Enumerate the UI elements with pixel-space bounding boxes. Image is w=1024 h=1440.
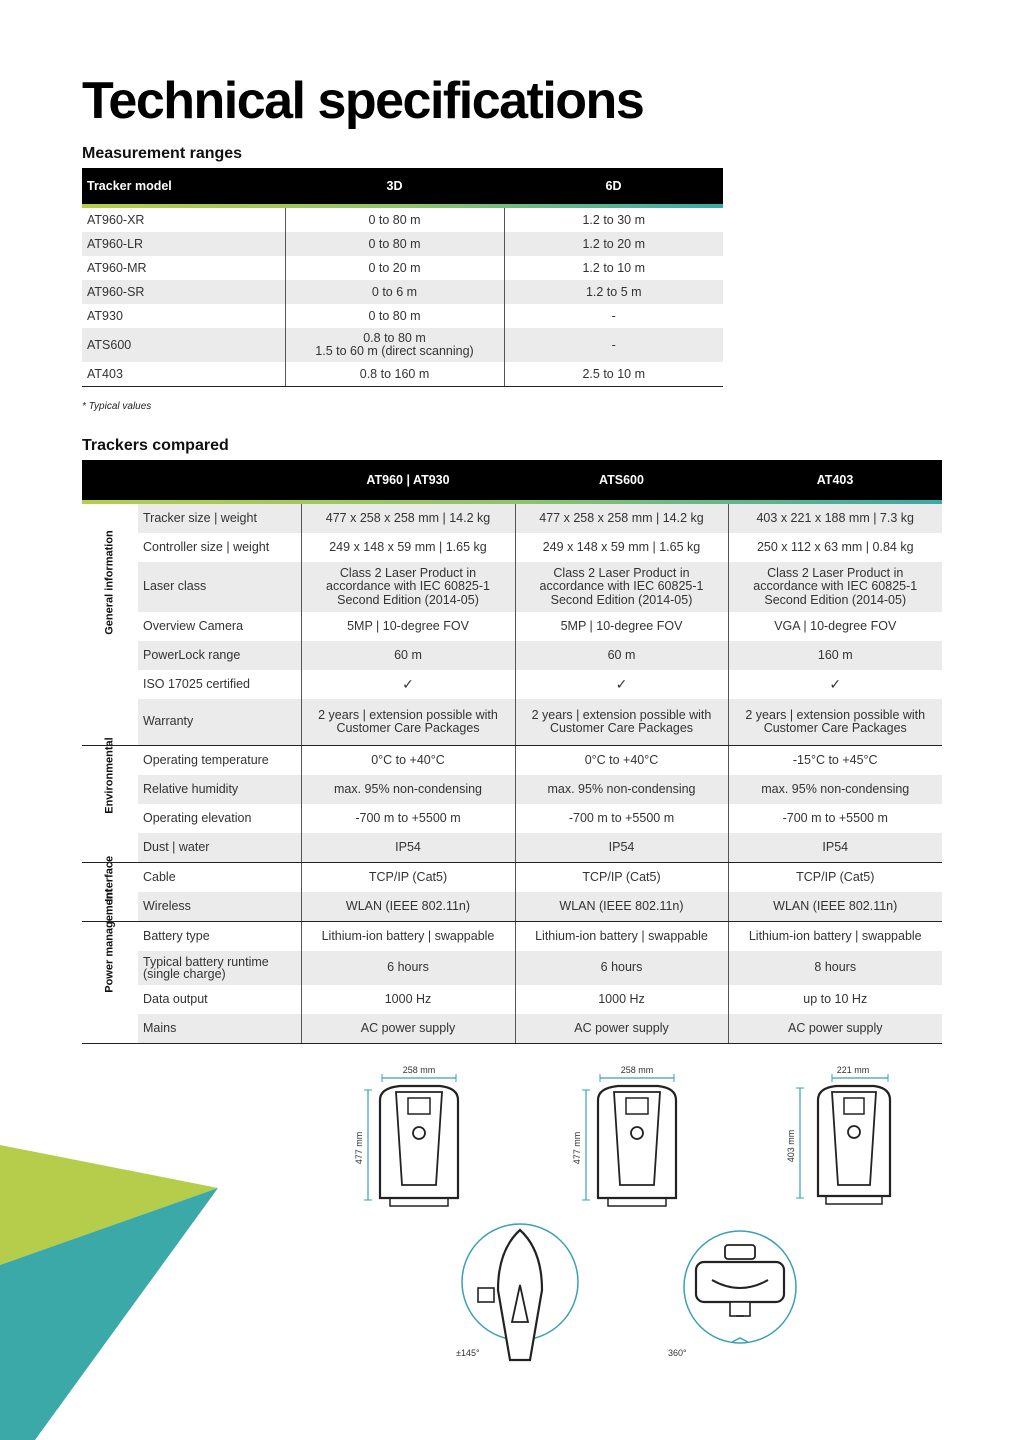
rotation-diagram — [668, 1231, 796, 1358]
row-label: Dust | water — [138, 833, 301, 863]
range-6d-cell: - — [504, 304, 723, 328]
header-6d: 6D — [504, 168, 723, 204]
row-label: Mains — [138, 1014, 301, 1044]
model-cell: ATS600 — [82, 328, 285, 362]
header-3d: 3D — [285, 168, 504, 204]
value-cell: Lithium-ion battery | swappable — [515, 922, 728, 952]
group-environmental: Environmental — [82, 746, 138, 863]
value-cell: 5MP | 10-degree FOV — [301, 612, 515, 641]
row-label: Data output — [143, 991, 208, 1006]
header-blank — [138, 460, 301, 500]
header-at960-at930: AT960 | AT930 — [301, 460, 515, 500]
row-label: Operating elevation — [143, 810, 252, 825]
row-label: Tracker size | weight — [138, 504, 301, 533]
model-cell: AT960-XR — [87, 213, 145, 227]
trackers-compared-title: Trackers compared — [82, 437, 229, 454]
measurement-ranges-table — [82, 168, 723, 387]
dim-width-label: 221 mm — [836, 1065, 870, 1075]
value-cell: max. 95% non-condensing — [515, 775, 728, 804]
value-cell: 0°C to +40°C — [301, 746, 515, 776]
range-3d-cell — [285, 328, 504, 362]
value-cell: 2 years | extension possible with Customer Care Packages — [301, 699, 515, 746]
dim-height-label: 477 mm — [354, 1131, 364, 1165]
measurement-ranges-title: Measurement ranges — [82, 145, 243, 162]
value-cell: WLAN (IEEE 802.11n) — [728, 892, 942, 922]
value-cell: 2 years | extension possible with Customer Care Packages — [728, 699, 942, 746]
tilt-diagram — [456, 1224, 578, 1360]
tilt-angle-label: ±145° — [456, 1348, 480, 1358]
value-cell: 8 hours — [728, 951, 942, 985]
row-label: Cable — [143, 869, 176, 884]
value-cell: -700 m to +5500 m — [301, 804, 515, 833]
value-cell: 6 hours — [515, 951, 728, 985]
table-row — [82, 922, 942, 952]
table-row — [82, 232, 723, 256]
value-cell: 477 x 258 x 258 mm | 14.2 kg — [301, 504, 515, 533]
value-cell: -15°C to +45°C — [728, 746, 942, 776]
value-cell: TCP/IP (Cat5) — [301, 863, 515, 893]
row-label: Wireless — [138, 892, 301, 922]
value-cell: 160 m — [728, 641, 942, 670]
value-cell: WLAN (IEEE 802.11n) — [301, 892, 515, 922]
row-label: Typical battery runtime (single charge) — [138, 951, 301, 985]
row-label: Overview Camera — [143, 618, 244, 633]
table-row — [82, 280, 723, 304]
header-blank — [82, 460, 138, 500]
value-cell: TCP/IP (Cat5) — [728, 863, 942, 893]
dim-width-label: 258 mm — [620, 1065, 654, 1075]
tracker-drawing-at960 — [354, 1065, 458, 1206]
value-cell: max. 95% non-condensing — [728, 775, 942, 804]
value-cell: IP54 — [515, 833, 728, 863]
table-row — [82, 746, 942, 776]
value-cell: max. 95% non-condensing — [301, 775, 515, 804]
group-interface: Interface — [82, 863, 138, 922]
value-cell: -700 m to +5500 m — [728, 804, 942, 833]
table-row — [82, 362, 723, 387]
range-3d-cell: 0 to 80 m — [285, 208, 504, 232]
row-label: ISO 17025 certified — [143, 676, 251, 691]
value-cell: 60 m — [515, 641, 728, 670]
table-row — [82, 533, 942, 562]
check-icon: ✓ — [515, 670, 728, 699]
table-row — [82, 562, 942, 612]
trackers-compared-table — [82, 460, 942, 1044]
table-row — [82, 833, 942, 863]
row-label: Battery type — [143, 928, 210, 943]
value-cell: AC power supply — [301, 1014, 515, 1044]
table-row — [82, 612, 942, 641]
table-row — [82, 328, 723, 362]
table-row — [82, 951, 942, 985]
rotation-angle-label: 360° — [668, 1348, 687, 1358]
value-cell: Class 2 Laser Product in accordance with IEC 60825-1 Second Edition (2014-05) — [301, 562, 515, 612]
value-cell: up to 10 Hz — [728, 985, 942, 1014]
value-cell: 60 m — [301, 641, 515, 670]
value-cell: 2 years | extension possible with Customer Care Packages — [515, 699, 728, 746]
value-cell: IP54 — [301, 833, 515, 863]
row-label: Relative humidity — [138, 775, 301, 804]
decorative-triangles — [0, 1140, 230, 1440]
model-cell: AT960-SR — [82, 280, 285, 304]
table-row — [82, 641, 942, 670]
table-row — [82, 208, 723, 232]
range-3d-cell: 0 to 20 m — [285, 256, 504, 280]
value-cell: 249 x 148 x 59 mm | 1.65 kg — [301, 533, 515, 562]
row-label: Operating temperature — [143, 752, 269, 767]
row-label: Warranty — [138, 699, 301, 746]
value-cell: 403 x 221 x 188 mm | 7.3 kg — [728, 504, 942, 533]
value-cell: 5MP | 10-degree FOV — [515, 612, 728, 641]
range-6d-cell: 2.5 to 10 m — [504, 362, 723, 387]
value-cell: IP54 — [728, 833, 942, 863]
value-cell: 6 hours — [301, 951, 515, 985]
row-label: Laser class — [138, 562, 301, 612]
table-row — [82, 863, 942, 893]
model-cell: AT960-LR — [82, 232, 285, 256]
tracker-drawing-at403 — [786, 1065, 890, 1204]
value-cell: 0°C to +40°C — [515, 746, 728, 776]
table-row — [82, 670, 942, 699]
value-cell: TCP/IP (Cat5) — [515, 863, 728, 893]
dim-width-label: 258 mm — [402, 1065, 436, 1075]
page-title: Technical specifications — [82, 72, 644, 130]
model-cell: AT930 — [87, 309, 123, 323]
value-cell: Lithium-ion battery | swappable — [301, 922, 515, 952]
range-3d-cell: 0 to 80 m — [285, 232, 504, 256]
tracker-drawings — [340, 1060, 960, 1370]
table-row — [82, 892, 942, 922]
range-6d-cell: 1.2 to 5 m — [504, 280, 723, 304]
header-tracker-model: Tracker model — [82, 168, 285, 204]
value-cell: 477 x 258 x 258 mm | 14.2 kg — [515, 504, 728, 533]
dim-height-label: 403 mm — [786, 1129, 796, 1163]
value-cell: AC power supply — [728, 1014, 942, 1044]
value-cell: 1000 Hz — [515, 985, 728, 1014]
table-row — [82, 304, 723, 328]
group-general-information: General information — [82, 504, 138, 746]
dim-height-label: 477 mm — [572, 1131, 582, 1165]
value-cell: 250 x 112 x 63 mm | 0.84 kg — [728, 533, 942, 562]
check-icon: ✓ — [728, 670, 942, 699]
group-power-management: Power management — [82, 922, 138, 1044]
table-row — [82, 985, 942, 1014]
tracker-drawing-ats600 — [572, 1065, 676, 1206]
model-cell: AT960-MR — [87, 261, 147, 275]
row-label: PowerLock range — [138, 641, 301, 670]
value-cell: Class 2 Laser Product in accordance with IEC 60825-1 Second Edition (2014-05) — [515, 562, 728, 612]
range-6d-cell: 1.2 to 30 m — [504, 208, 723, 232]
range-3d-cell: 0 to 6 m — [285, 280, 504, 304]
value-cell: AC power supply — [515, 1014, 728, 1044]
value-cell: WLAN (IEEE 802.11n) — [515, 892, 728, 922]
range-3d-line1: 0.8 to 80 m — [363, 331, 426, 345]
range-6d-cell: 1.2 to 20 m — [504, 232, 723, 256]
value-cell: Lithium-ion battery | swappable — [728, 922, 942, 952]
table-row — [82, 256, 723, 280]
range-6d-cell: - — [504, 328, 723, 362]
value-cell: 249 x 148 x 59 mm | 1.65 kg — [515, 533, 728, 562]
range-3d-cell: 0 to 80 m — [285, 304, 504, 328]
range-3d-line2: 1.5 to 60 m (direct scanning) — [315, 344, 474, 358]
table-row — [82, 775, 942, 804]
table-row — [82, 1014, 942, 1044]
check-icon: ✓ — [301, 670, 515, 699]
model-cell: AT403 — [82, 362, 285, 387]
table-row — [82, 804, 942, 833]
value-cell: VGA | 10-degree FOV — [728, 612, 942, 641]
table-row — [82, 504, 942, 533]
row-label: Controller size | weight — [143, 539, 270, 554]
table-row — [82, 699, 942, 746]
value-cell: Class 2 Laser Product in accordance with IEC 60825-1 Second Edition (2014-05) — [728, 562, 942, 612]
range-3d-cell: 0.8 to 160 m — [285, 362, 504, 387]
range-6d-cell: 1.2 to 10 m — [504, 256, 723, 280]
typical-values-note: * Typical values — [82, 401, 152, 412]
header-at403: AT403 — [728, 460, 942, 500]
value-cell: -700 m to +5500 m — [515, 804, 728, 833]
value-cell: 1000 Hz — [301, 985, 515, 1014]
header-ats600: ATS600 — [515, 460, 728, 500]
